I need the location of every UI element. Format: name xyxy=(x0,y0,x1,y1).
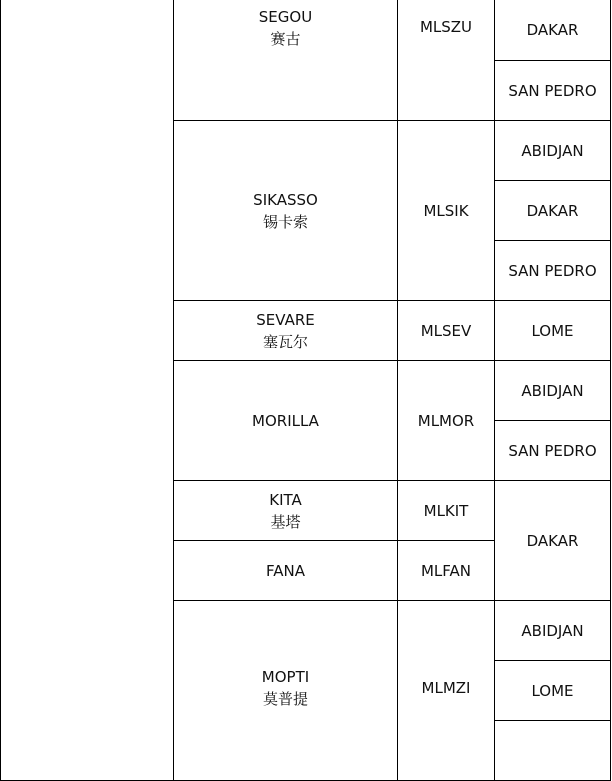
city-name-cn: 赛古 xyxy=(270,30,301,48)
city-name-en: MOPTI xyxy=(261,668,310,686)
destination-cell: SAN PEDRO xyxy=(495,421,611,481)
city-cell-sevare xyxy=(174,301,398,361)
port-code-cell: MLMZI xyxy=(398,601,495,781)
city-name-cn: 基塔 xyxy=(270,512,301,531)
city-cell-morilla: MORILLA xyxy=(174,361,398,481)
city-cell-fana: FANA xyxy=(174,541,398,601)
destination-cell: LOME xyxy=(495,301,611,361)
destination-cell xyxy=(495,721,611,781)
port-code-cell: MLMOR xyxy=(398,361,495,481)
city-name-cn: 莫普提 xyxy=(262,690,308,708)
city-name-en: SEVARE xyxy=(256,310,315,329)
port-code-cell: MLSZU xyxy=(398,0,495,121)
port-code-cell: MLSIK xyxy=(398,121,495,301)
city-name-en: SIKASSO xyxy=(253,190,318,209)
port-code-cell: MLKIT xyxy=(398,481,495,541)
port-code-cell: MLFAN xyxy=(398,541,495,601)
city-cell-segou xyxy=(174,0,398,121)
destination-cell: DAKAR xyxy=(495,181,611,241)
blank-column-cell xyxy=(1,0,174,781)
destination-cell: DAKAR xyxy=(495,0,611,61)
city-cell-mopti xyxy=(174,601,398,781)
city-cell-sikasso xyxy=(174,121,398,301)
city-name-en: KITA xyxy=(269,490,302,509)
port-code-cell: MLSEV xyxy=(398,301,495,361)
destination-cell: ABIDJAN xyxy=(495,121,611,181)
destination-cell: LOME xyxy=(495,661,611,721)
destination-cell: ABIDJAN xyxy=(495,601,611,661)
destination-cell: ABIDJAN xyxy=(495,361,611,421)
destination-cell: DAKAR xyxy=(495,481,611,601)
city-name-cn: 锡卡索 xyxy=(262,212,308,231)
city-name-cn: 塞瓦尔 xyxy=(262,332,308,351)
destination-cell: SAN PEDRO xyxy=(495,61,611,121)
city-name-en: SEGOU xyxy=(258,8,313,26)
destination-cell: SAN PEDRO xyxy=(495,241,611,301)
city-cell-kita xyxy=(174,481,398,541)
